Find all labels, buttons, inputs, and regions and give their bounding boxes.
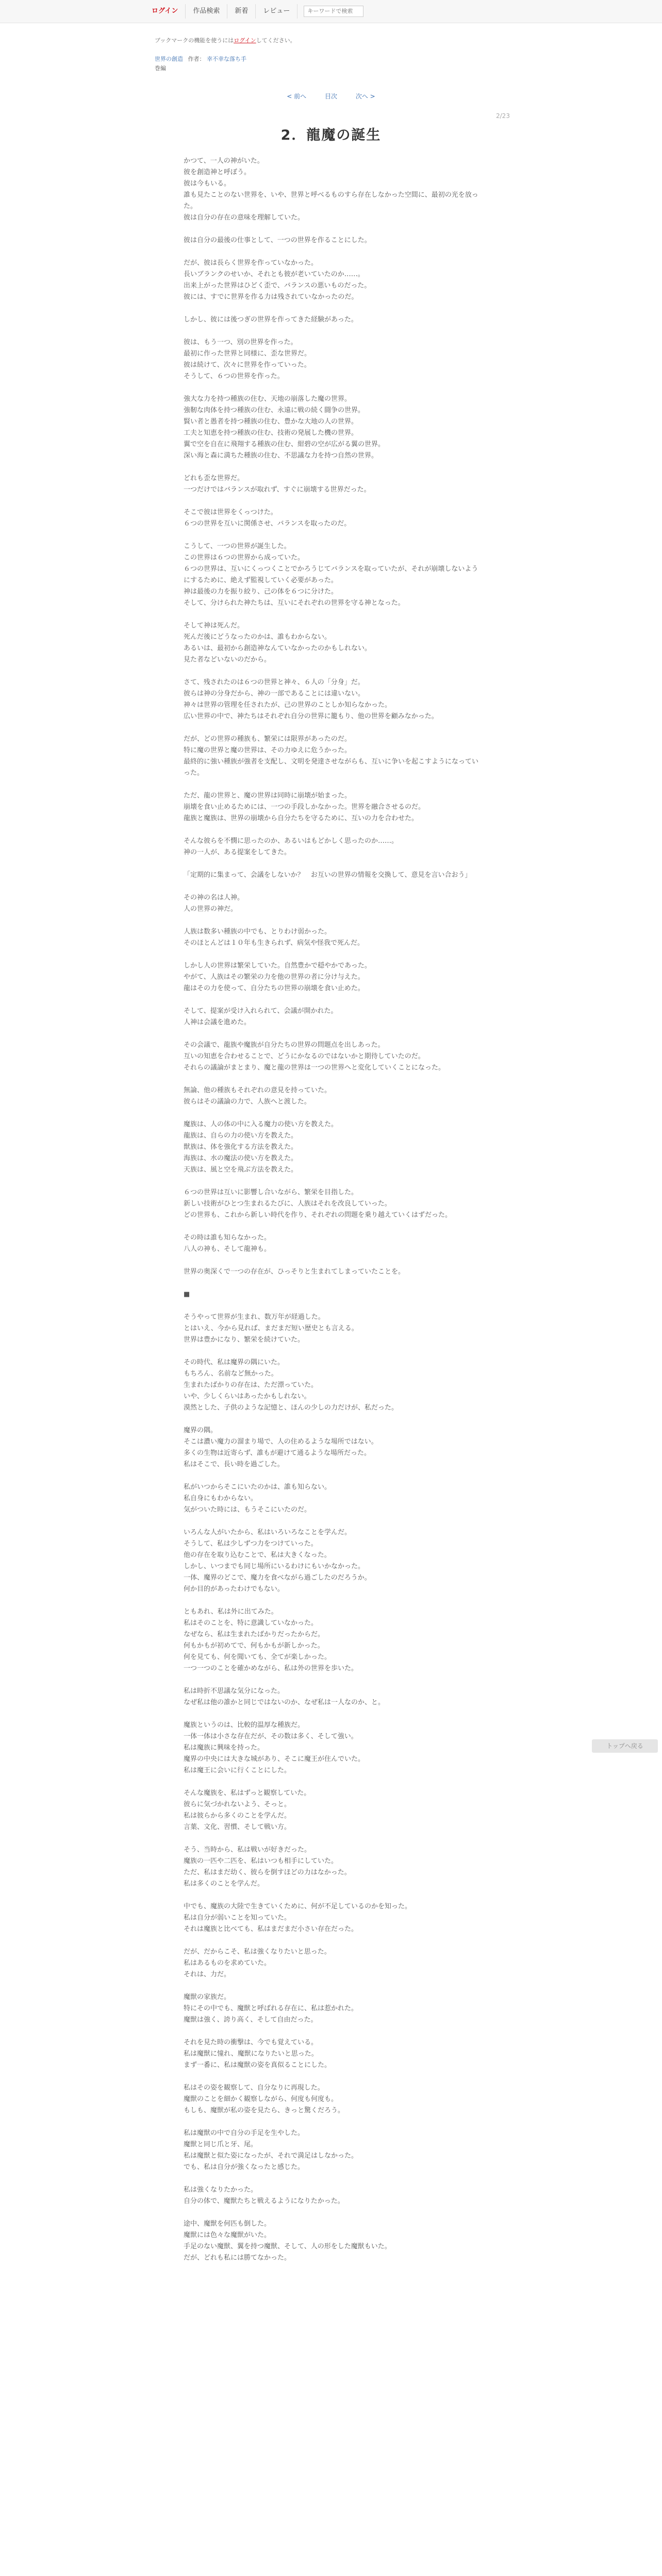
- body-paragraph: 世界の奥深くで一つの存在が、ひっそりと生まれてしまっていたことを。: [184, 1268, 405, 1276]
- body-paragraph: そんな彼らを不憫に思ったのか、あるいはもどかしく思ったのか……。 神の一人が、ある提案をしてきた。: [184, 837, 399, 856]
- body-paragraph: 魔獣の家族だ。 特にその中でも、魔獣と呼ばれる存在に、私は惹かれた。 魔獣は強く、誇り高く、そして自由だった。: [184, 1993, 358, 2024]
- work-title-link[interactable]: 世界の創造: [155, 56, 183, 62]
- body-paragraph: しかし、彼には後つぎの世界を作ってきた経験があった。: [184, 316, 358, 324]
- body-paragraph: それを見た時の衝撃は、今でも覚えている。 私は魔獣に憧れ、魔獣になりたいと思った。 まず一番に、私は魔獣の姿を真似ることにした。: [184, 2039, 332, 2069]
- paragraph-gap: [184, 462, 481, 473]
- paragraph-gap: [184, 1674, 481, 1686]
- review-link[interactable]: レビュー: [256, 4, 297, 19]
- body-paragraph: 私はその姿を観察して、自分なりに再現した。 魔獣のことを細かく観察しながら、何度も何度も。 もしも、魔獣が私の姿を見たら、きっと驚くだろう。: [184, 2084, 345, 2114]
- paragraph-gap: [184, 881, 481, 892]
- paragraph-gap: [184, 1833, 481, 1844]
- body-paragraph: 私がいつからそこにいたのかは、誰も知らない。 私自身にもわからない。 気がついた時には、もうそこにいたのだ。: [184, 1483, 332, 1514]
- body-paragraph: その時代、私は魔界の隅にいた。 もちろん、名前など無かった。 生まれたばかりの存在は、ただ漂っていた。 いや、少しくらいはあったかもしれない。 漠然とした、子供のような記憶と、ほんの少しの力だけが、私だった。: [184, 1359, 399, 1412]
- paragraph-gap: [184, 1221, 481, 1232]
- body-paragraph: そう、当時から、私は戦いが好きだった。 魔族の一匹や二匹を、私はいつも相手にしていた。 ただ、私はまだ幼く、彼らを倒すほどの力はなかった。 私は多くのことを学んだ。: [184, 1846, 351, 1888]
- paragraph-gap: [184, 1890, 481, 1901]
- body-paragraph: どれも歪な世界だ。 一つだけではバランスが取れず、すぐに崩壊する世界だった。: [184, 474, 371, 494]
- body-paragraph: だが、どの世界の種族も、繁栄には限界があったのだ。 特に魔の世界と魔の世界は、その力ゆえに危うかった。 最終的に強い種族が強者を支配し、文明を発達させながらも、互いに争いを起こすようになっていった。: [184, 735, 479, 777]
- paragraph-gap: [184, 1300, 481, 1312]
- paragraph-gap: [184, 915, 481, 926]
- paragraph-gap: [184, 1708, 481, 1720]
- paragraph-gap: [184, 1414, 481, 1425]
- body-paragraph: 魔族は、人の体の中に入る魔力の使い方を教えた。 龍族は、自らの力の使い方を教えた。 獣族は、体を強化する方法を教えた。 海族は、水の魔法の使い方を教えた。 天族は、風と空を飛ぶ方法を教えた。: [184, 1121, 338, 1174]
- paragraph-gap: [184, 2071, 481, 2082]
- top-nav-inner: [144, 4, 363, 19]
- body-paragraph: だが、だからこそ、私は強くなりたいと思った。 私はあるものを求めていた。 それは、力だ。: [184, 1948, 331, 1978]
- paragraph-gap: [184, 530, 481, 541]
- body-paragraph: しかし人の世界は繁栄していた。自然豊かで穏やかであった。 やがて、人族はその繁栄の力を他の世界の者に分け与えた。 龍はその力を使って、自分たちの世界の崩壊を食い止めた。: [184, 962, 371, 992]
- paragraph-gap: [184, 2116, 481, 2128]
- body-paragraph: ただ、龍の世界と、魔の世界は同時に崩壊が始まった。 崩壊を食い止めるためには、一つの手段しかなかった。世界を融合させるのだ。 龍族と魔族は、世界の崩壊から自分たちを守るために、互いの力を合わせた。: [184, 792, 425, 822]
- paragraph-gap: [184, 2207, 481, 2218]
- paragraph-gap: [184, 1346, 481, 1357]
- paragraph-gap: [184, 779, 481, 790]
- body-paragraph: かつて、一人の神がいた。 彼を創造神と呼ぼう。 彼は今もいる。 誰も見たことのない世界を、いや、世界と呼べるものすら存在しなかった空間に、最初の光を放った。 彼は自分の存在の意味を理解していた。: [184, 157, 478, 222]
- paragraph-gap: [184, 1980, 481, 1992]
- body-paragraph: 強大な力を持つ種族の住む、天地の崩落した魔の世界。 強靭な肉体を持つ種族の住む、永遠に戦の続く闘争の世界。 賢い者と愚者を持つ種族の住む、豊かな大地の人の世界。 工夫と知恵を持つ種族の住む、技術の発展した機の世界。 翼で空を自在に飛翔する種族の住む、紺碧の空が広がる翼の世界。 深い海と森に満ちた種族の住む、不思議な力を持つ自然の世界。: [184, 395, 385, 460]
- paragraph-gap: [184, 1176, 481, 1187]
- body-paragraph: そうやって世界が生まれ、数万年が経過した。 とはいえ、今から見れば、まだまだ短い歴史とも言える。 世界は豊かになり、繁栄を続けていた。: [184, 1313, 358, 1344]
- paragraph-gap: [184, 246, 481, 258]
- chapter-body: [184, 156, 481, 2264]
- body-paragraph: 彼は、もう一つ、別の世界を作った。 最初に作った世界と同様に、歪な世界だ。 彼は続けて、次々に世界を作っていった。 そうして、６つの世界を作った。: [184, 338, 311, 380]
- paragraph-gap: [184, 382, 481, 394]
- paragraph-gap: [184, 1028, 481, 1040]
- body-paragraph: 人族は数多い種族の中でも、とりわけ弱かった。 そのほとんどは１０年も生きられず、病気や怪我で死んだ。: [184, 928, 364, 947]
- paragraph-gap: [184, 1595, 481, 1606]
- body-paragraph: ６つの世界は互いに影響し合いながら、繁栄を目指した。 新しい技術がひとつ生まれるたびに、人族はそれを改良していった。 どの世界も、これから新しい時代を作り、それぞれの問題を乗り越えていくはずだった。: [184, 1189, 452, 1219]
- body-paragraph: そんな魔族を、私はずっと観察していた。 彼らに気づかれないよう、そっと。 私は彼らから多くのことを学んだ。 言葉、文化、習慣、そして戦い方。: [184, 1789, 311, 1831]
- paragraph-gap: [184, 1278, 481, 1289]
- paragraph-gap: [184, 609, 481, 620]
- paragraph-gap: [184, 994, 481, 1006]
- body-paragraph: そして、提案が受け入れられて、会議が開かれた。 人神は会議を進めた。: [184, 1007, 338, 1026]
- back-to-top-button[interactable]: トップへ戻る: [592, 1739, 658, 1753]
- paragraph-gap: [184, 496, 481, 507]
- bookmark-login-link[interactable]: ログイン: [234, 37, 256, 44]
- body-paragraph: 「定期的に集まって、会議をしないか？ お互いの世界の情報を交換して、意見を言い合おう」: [184, 871, 472, 879]
- paragraph-gap: [184, 224, 481, 235]
- body-paragraph: さて、残されたのは６つの世界と神々、６人の「分身」だ。 彼らは神の分身だから、神の一部であることには違いない。 神々は世界の管理を任されたが、己の世界のことしか知らなかった。 広い世界の中で、神たちはそれぞれ自分の世界に籠もり、他の世界を顧みなかった。: [184, 679, 438, 720]
- chapter-pager: [0, 92, 662, 100]
- volume-label: 巻編: [155, 65, 166, 72]
- body-paragraph: その神の名は人神。 人の世界の神だ。: [184, 894, 244, 913]
- paragraph-gap: [184, 1516, 481, 1527]
- paragraph-gap: [184, 722, 481, 734]
- body-paragraph: その会議で、龍族や魔族が自分たちの世界の問題点を出しあった。 互いの知恵を合わせることで、どうにかなるのではないかと期待していたのだ。 それらの議論がまとまり、魔と龍の世界は一つの世界へと変化していくことになった。: [184, 1041, 445, 1072]
- body-paragraph: そして神は死んだ。 死んだ後にどうなったのかは、誰もわからない。 あるいは、最初から創造神なんていなかったのかもしれない。 見た者などいないのだから。: [184, 622, 372, 664]
- next-chapter-link[interactable]: 次へ >: [355, 93, 375, 100]
- paragraph-gap: [184, 824, 481, 836]
- paragraph-gap: [184, 1074, 481, 1085]
- bookmark-notice-before: ブックマークの機能を使うには: [155, 37, 234, 44]
- paragraph-gap: [184, 303, 481, 314]
- paragraph-gap: [184, 1935, 481, 1946]
- body-paragraph: その時は誰も知らなかった。 八人の神も、そして龍神も。: [184, 1234, 271, 1253]
- paragraph-gap: [184, 2173, 481, 2184]
- top-navigation-bar: [0, 0, 662, 23]
- body-paragraph: 途中、魔獣を何匹も倒した。 魔獣には色々な魔獣がいた。 手足のない魔獣、翼を持つ魔獣、そして、人の形をした魔獣もいた。 だが、どれも私には勝てなかった。: [184, 2220, 391, 2262]
- paragraph-gap: [184, 1108, 481, 1119]
- paragraph-gap: [184, 666, 481, 677]
- body-paragraph: 魔族というのは、比較的温厚な種族だ。 一体一体は小さな存在だが、その数は多く、そして強い。 私は魔族に興味を持った。 魔界の中央には大きな城があり、そこに魔王が住んでいた。 私は魔王に会いに行くことにした。: [184, 1721, 365, 1774]
- body-paragraph: 私は魔獣の中で自分の手足を生やした。 魔獣と同じ爪と牙、尾。 私は魔獣と似た姿になったが、それで満足はしなかった。 でも、私は自分が強くなったと感じた。: [184, 2129, 358, 2171]
- body-paragraph: 私は強くなりたかった。 自分の体で、魔獣たちと戦えるようになりたかった。: [184, 2186, 344, 2205]
- body-paragraph: そこで彼は世界をくっつけた。 ６つの世界を互いに関係させ、バランスを取ったのだ。: [184, 509, 351, 528]
- paragraph-gap: [184, 1776, 481, 1788]
- author-prefix: 作者：: [188, 56, 205, 62]
- prev-chapter-link[interactable]: < 前へ: [287, 93, 307, 100]
- bookmark-notice: [155, 36, 296, 44]
- table-of-contents-link[interactable]: 目次: [324, 93, 337, 100]
- new-link[interactable]: 新着: [227, 4, 256, 19]
- chapter-title: 2．龍魔の誕生: [280, 127, 382, 143]
- body-paragraph: 魔界の隅。 そこは濃い魔力の溜まり場で、人の住めるような場所ではない。 多くの生物は近寄らず、誰もが避けて通るような場所だった。 私はそこで、長い時を過ごした。: [184, 1427, 378, 1468]
- body-paragraph: 無論、他の種族もそれぞれの意見を持っていた。 彼らはその議論の力で、人族へと渡した。: [184, 1087, 332, 1106]
- works-link[interactable]: 作品検索: [186, 4, 227, 19]
- login-link[interactable]: ログイン: [144, 4, 186, 19]
- page-number: 2/23: [496, 112, 510, 120]
- paragraph-gap: [184, 2026, 481, 2037]
- body-paragraph: 私は時折不思議な気分になった。 なぜ私は他の誰かと同じではないのか、なぜ私は一人なのか、と。: [184, 1687, 385, 1706]
- paragraph-gap: [184, 1255, 481, 1266]
- author-link[interactable]: 幸不幸な落ち手: [207, 56, 246, 62]
- paragraph-gap: [184, 858, 481, 870]
- body-paragraph: こうして、一つの世界が誕生した。 この世界は６つの世界から成っていた。 ６つの世界は、互いにくっつくことでかろうじてバランスを取っていたが、それが崩壊しないようにするために、絶えず監視していく必要があった。 神は最後の力を振り絞り、己の体を６つに分けた。 そして、分けられた神たちは、互いにそれぞれの世界を守る神となった。: [184, 543, 478, 607]
- body-paragraph: ともあれ、私は外に出てみた。 私はそのことを、特に意識していなかった。 なぜなら、私は生まれたばかりだったからだ。 何もかもが初めてで、何もかもが新しかった。 何を見ても、何を聞いても、全てが楽しかった。 一つ一つのことを確かめながら、私は外の世界を歩いた。: [184, 1608, 358, 1672]
- search-input[interactable]: [304, 6, 363, 17]
- body-paragraph: 中でも、魔族の大陸で生きていくために、何が不足しているのかを知った。 私は自分が弱いことを知っていた。 それは魔族と比べても、私はまだまだ小さい存在だった。: [184, 1903, 412, 1933]
- body-paragraph: だが、彼は長らく世界を作っていなかった。 長いブランクのせいか、それとも彼が老いていたのか……。 出来上がった世界はひどく歪で、バランスの悪いものだった。 彼には、すでに世界を作る力は残されていなかったのだ。: [184, 259, 371, 301]
- breadcrumb: [155, 55, 246, 63]
- body-paragraph: 彼は自分の最後の仕事として、一つの世界を作ることにした。: [184, 236, 371, 244]
- paragraph-gap: [184, 949, 481, 960]
- body-paragraph: いろんな人がいたから、私はいろいろなことを学んだ。 そうして、私は少しずつ力をつけていった。 他の存在を取り込むことで、私は大きくなった。 しかし、いつまでも同じ場所にいるわけにもいかなかった。 一体、魔界のどこで、魔力を食べながら過ごしたのだろうか。 何か目的があったわけでもない。: [184, 1529, 371, 1593]
- body-paragraph: ■: [184, 1291, 190, 1298]
- paragraph-gap: [184, 326, 481, 337]
- paragraph-gap: [184, 1470, 481, 1482]
- bookmark-notice-after: してください。: [256, 37, 296, 44]
